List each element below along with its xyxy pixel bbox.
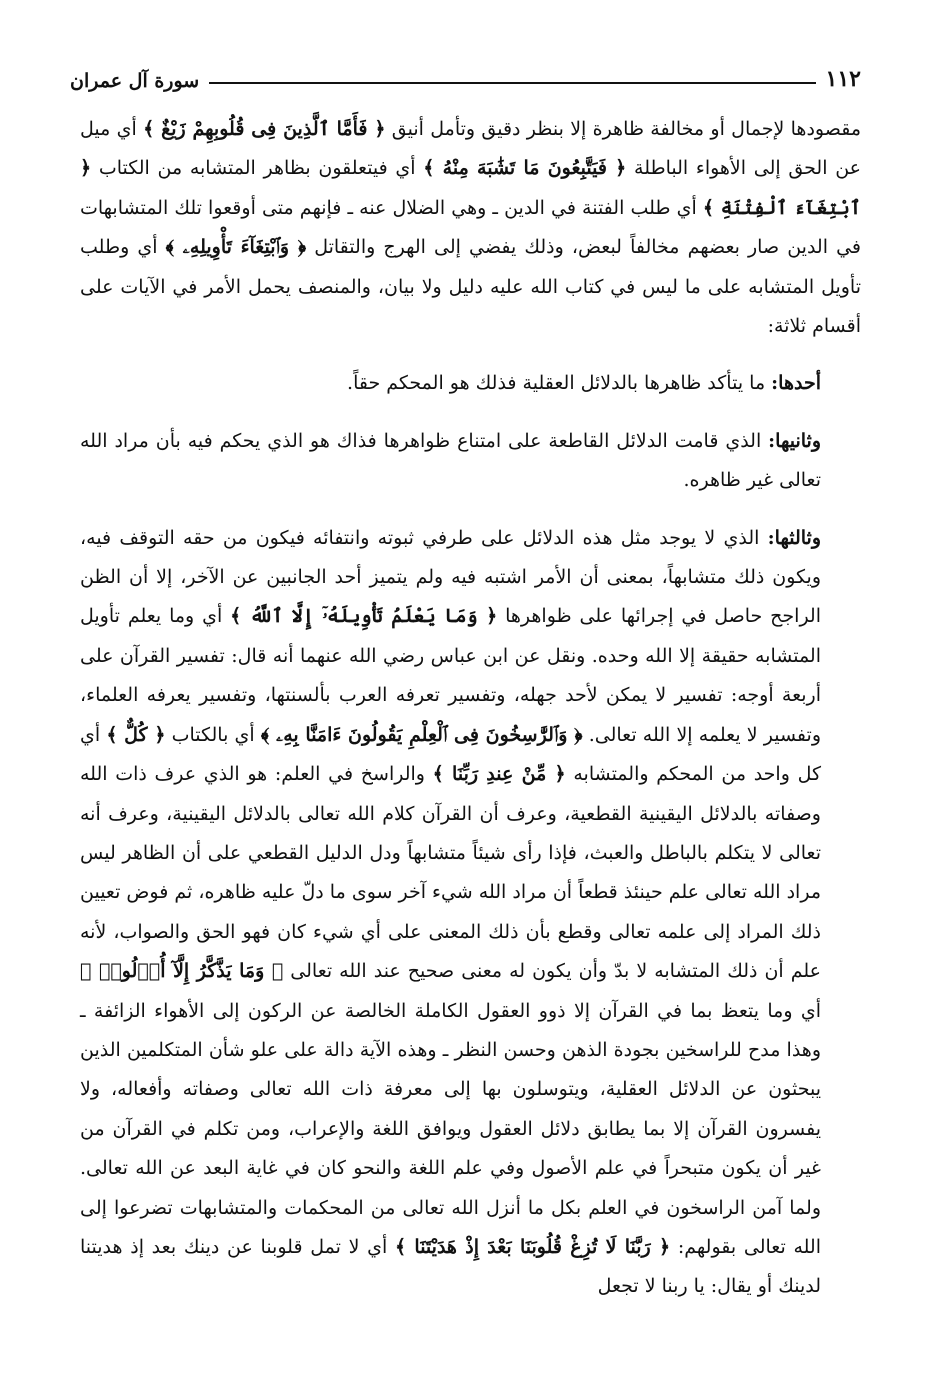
paragraph-4: [80, 519, 861, 1307]
quran-verse: ﴿ وَٱلرَّٰسِخُونَ فِى ٱلْعِلْمِ يَقُولُونَ ءَامَنَّا بِهِۦ ﴾: [260, 723, 583, 746]
text-span: أي وما يتعظ بما في القرآن إلا ذوو العقول الكاملة الخالصة عن الركون إلى الأهواء الزائفة ـ وهذا مدح للراسخين بجودة الذهن وحسن النظر ـ وهذه الآية دالة على علو شأن المتكلمين الذين يبحثون عن الدلائل العقلية، ويتوسلون بها إلى معرفة ذات الله تعالى وصفاته وأفعاله، ولا يفسرون القرآن إلا بما يطابق دلائل العقول ويوافق اللغة والإعراب، ومن تكلم في القرآن من غير أن يكون متبحراً في علم الأصول وفي علم اللغة والنحو كان في غاية البعد عن الله تعالى. ولما آمن الراسخون في العلم بكل ما أنزل الله تعالى من المحكمات والمتشابهات تضرعوا إلى الله تعالى بقولهم:: [80, 999, 821, 1258]
text-span: الذي لا يوجد مثل هذه الدلائل على طرفي ثبوته وانتفائه فيكون من حقه التوقف فيه، ويكون ذلك متشابهاً، بمعنى أن الأمر اشتبه فيه ولم يتميز أحد الجانبين عن الآخر، إلا أن الظن الراجح حاصل في إجرائها على ظواهرها: [80, 526, 821, 628]
paragraph-3: [80, 422, 861, 501]
quran-verse: ﴿ ٱبْتِغَآءَ ٱلْفِتْنَةِ ﴾: [80, 157, 861, 219]
text-span: أي كل واحد من المحكم والمتشابه: [80, 723, 822, 786]
quran-verse: ﴿ وَمَا يَعْلَمُ تَأْوِيلَهُۥٓ إِلَّا ٱللَّهُ ﴾: [230, 605, 498, 628]
section-lead: وثانيها:: [768, 429, 821, 452]
text-span: أي لا تمل قلوبنا عن دينك بعد إذ هديتنا لدينك أو يقال: يا ربنا لا تجعل: [80, 1235, 821, 1298]
body-text: [80, 110, 861, 1307]
quran-verse: ﴿ فَأَمَّا ٱلَّذِينَ فِى قُلُوبِهِمْ زَيْغٌ ﴾: [143, 118, 386, 140]
paragraph-1: [80, 110, 861, 346]
text-span: أي فيتعلقون بظاهر المتشابه من الكتاب: [91, 157, 424, 180]
quran-verse: ﴿ وَٱبْتِغَآءَ تَأْوِيلِهِۦ ﴾: [165, 236, 307, 259]
text-span: أي وطلب تأويل المتشابه على ما ليس في كتاب الله عليه دليل ولا بيان، والمنصف يحمل الأمر في الآيات على أقسام ثلاثة:: [80, 236, 861, 338]
text-span: الذي قامت الدلائل القاطعة على امتناع ظواهرها فذاك هو الذي يحكم فيه بأن مراد الله تعالى غير ظاهره.: [80, 429, 821, 492]
text-span: أي طلب الفتنة في الدين ـ وهي الضلال عنه ـ فإنهم متى أوقعوا تلك المتشابهات في الدين صار بعضهم مخالفاً لبعض، وذلك يفضي إلى الهرج والتقاتل: [80, 196, 862, 259]
header-rule: [209, 82, 815, 84]
quran-verse: ﴿ كُلٌّ ﴾: [106, 723, 166, 746]
text-span: مقصودها لإجمال أو مخالفة ظاهرة إلا بنظر دقيق وتأمل أنيق: [391, 118, 861, 140]
text-span: أي وما يعلم تأويل المتشابه حقيقة إلا الله وحده. ونقل عن ابن عباس رضي الله عنهما أنه قال: تفسير القرآن على أربعة أوجه: تفسير لا يمكن لأحد جهله، وتفسير تعرفه العرب بألسنتها، وتفسير يعرفه العلماء، وتفسير لا يعلمه إلا الله تعالى.: [80, 605, 821, 746]
quran-verse: ﴿ مِّنْ عِندِ رَبِّنَا ﴾: [432, 763, 566, 786]
text-span: أي بالكتاب: [165, 723, 261, 746]
text-span: والراسخ في العلم: هو الذي عرف ذات الله وصفاته بالدلائل اليقينية القطعية، وعرف أن القرآن كلام الله تعالى بالدلائل اليقينية، وعرف أنه تعالى لا يتكلم بالباطل والعبث، فإذا رأى شيئاً متشابهاً ودل الدليل القطعي على أن الظاهر ليس مراد الله تعالى علم حينئذ قطعاً أن مراد الله شيء آخر سوى ما دلّ عليه ظاهره، ثم فوض تعيين ذلك المراد إلى علمه تعالى وقطع بأن ذلك المعنى على أي شيء كان فهو الحق والصواب، لأنه علم أن ذلك المتشابه لا بدّ وأن يكون له معنى صحيح عند الله تعالى: [80, 763, 821, 983]
paragraph-2: [80, 364, 861, 403]
text-span: أي ميل عن الحق إلى الأهواء الباطلة: [80, 118, 861, 180]
page-number: ١١٢: [825, 66, 861, 92]
quran-verse: ﴿ رَبَّنَا لَا تُزِغْ قُلُوبَنَا بَعْدَ إِذْ هَدَيْتَنَا ﴾: [395, 1235, 671, 1258]
section-lead: وثالثها:: [767, 526, 821, 549]
quran-verse: ﴿ فَيَتَّبِعُونَ مَا تَشَٰبَهَ مِنْهُ ﴾: [423, 157, 627, 180]
text-span: ما يتأكد ظاهرها بالدلائل العقلية فذلك هو المحكم حقاً.: [347, 372, 772, 395]
quran-verse: ﴿ وَمَا يَذَّكَّرُ إِلَّآ أُو۟لُوا۟ ﴾: [80, 960, 284, 983]
running-header: [70, 56, 861, 92]
surah-name: سورة آل عمران: [70, 70, 200, 92]
section-lead: أحدها:: [771, 372, 821, 395]
